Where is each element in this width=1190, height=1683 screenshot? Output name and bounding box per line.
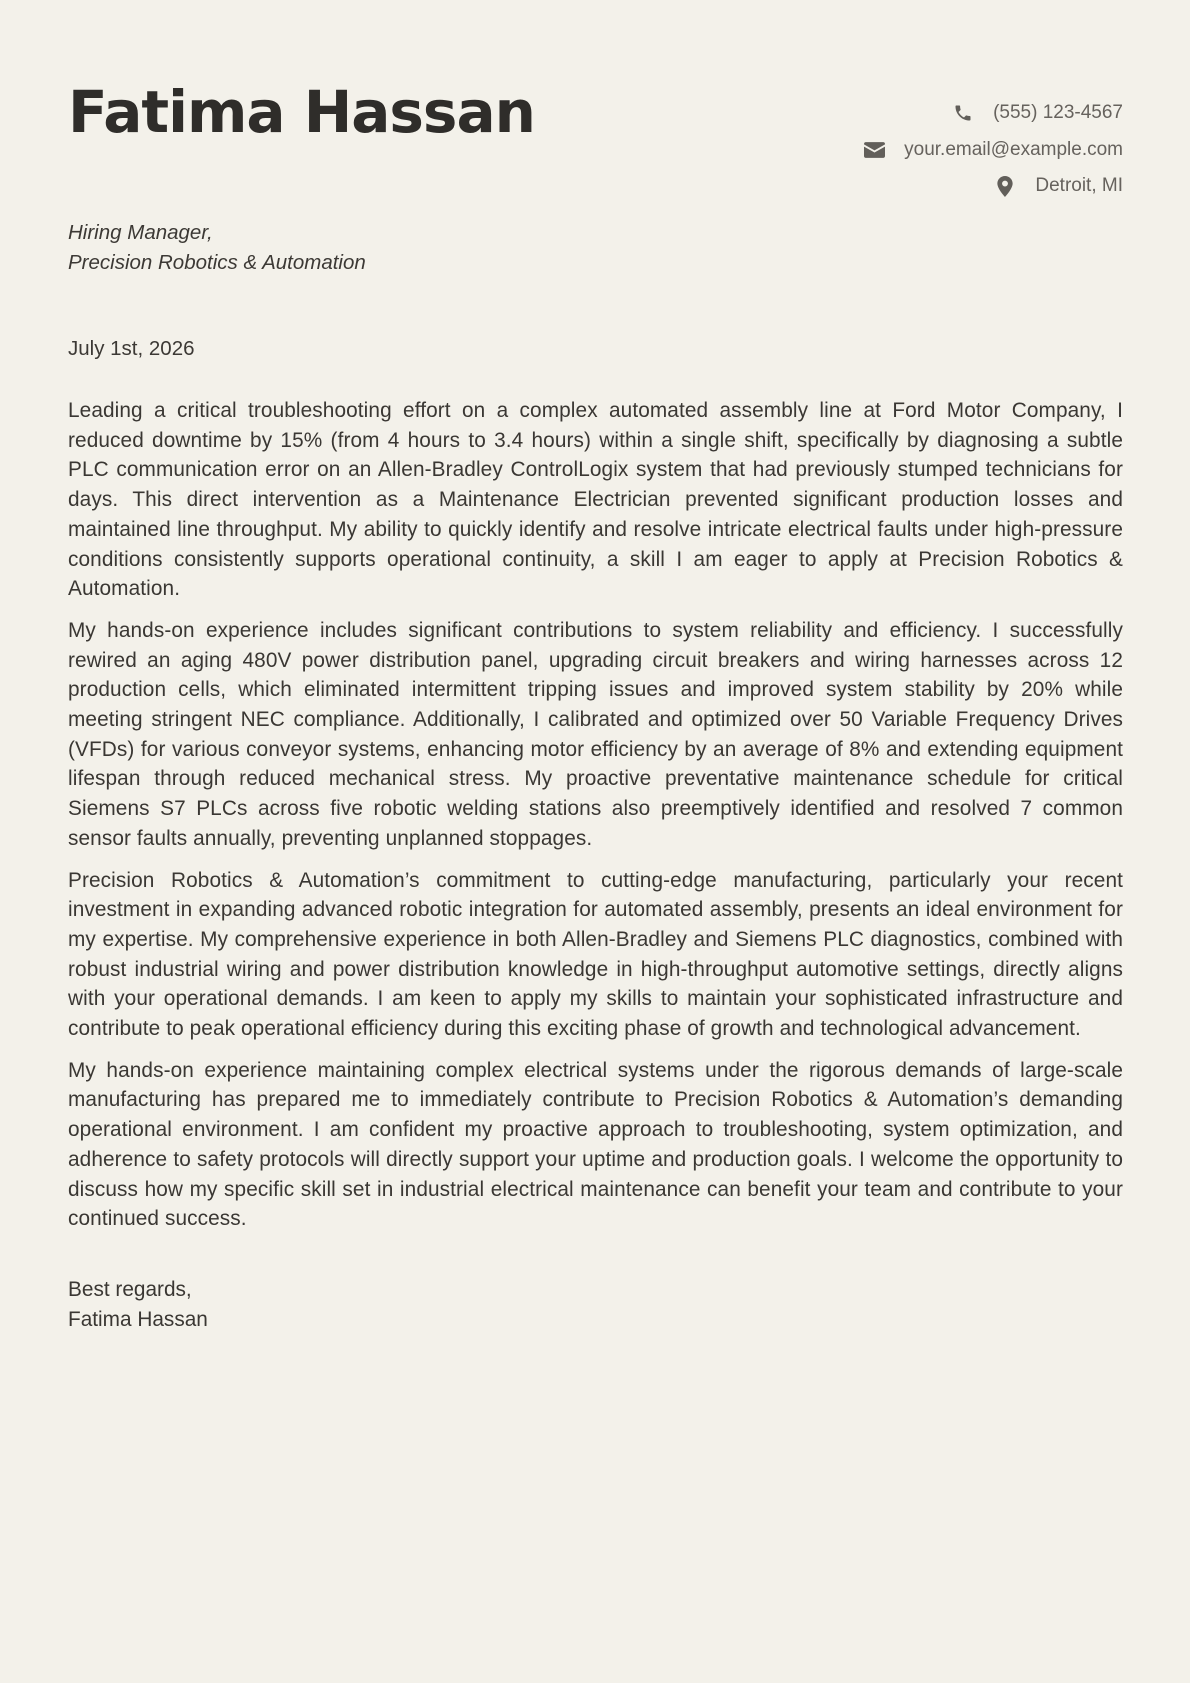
email-text: your.email@example.com (904, 138, 1123, 160)
recipient-block (68, 218, 366, 278)
contact-phone (863, 95, 1123, 132)
body-paragraph-4: My hands-on experience maintaining complex electrical systems under the rigorous demands of large-scale manufacturing has prepared me to immediately contribute to Precision Robotics & Automation’s demanding operational environment. I am confident my proactive approach to troubleshooting, system optimization, and adherence to safety protocols will directly support your uptime and production goals. I welcome the opportunity to discuss how my specific skill set in industrial electrical maintenance can benefit your team and contribute to your continued success. (68, 1058, 1123, 1231)
cover-letter-page (68, 0, 1123, 1683)
signature-name: Fatima Hassan (68, 1308, 208, 1331)
body-paragraph-2: My hands-on experience includes significant contributions to system reliability and efficiency. I successfully rewired an aging 480V power distribution panel, upgrading circuit breakers and wiring harnesses across 12 production cells, which eliminated intermittent tripping issues and improved system stability by 20% while meeting stringent NEC compliance. Additionally, I calibrated and optimized over 50 Variable Frequency Drives (VFDs) for various conveyor systems, enhancing motor efficiency by an average of 8% and extending equipment lifespan through reduced mechanical stress. My proactive preventative maintenance schedule for critical Siemens S7 PLCs across five robotic welding stations also preemptively identified and resolved 7 common sensor faults annually, preventing unplanned stoppages. (68, 618, 1123, 850)
closing-block (68, 1275, 208, 1335)
contact-block (863, 95, 1123, 205)
contact-email (863, 132, 1123, 169)
location-text: Detroit, MI (1035, 175, 1123, 197)
phone-text: (555) 123-4567 (993, 102, 1123, 124)
sender-name: Fatima Hassan (68, 78, 535, 146)
body-paragraph-3: Precision Robotics & Automation’s commitment to cutting-edge manufacturing, particularly your recent investment in expanding advanced robotic integration for automated assembly, presents an ideal environment for my expertise. My comprehensive experience in both Allen-Bradley and Siemens PLC diagnostics, combined with robust industrial wiring and power distribution knowledge in high-throughput automotive settings, directly aligns with your operational demands. I am keen to apply my skills to maintain your sophisticated infrastructure and contribute to peak operational efficiency during this exciting phase of growth and technological advancement. (68, 868, 1123, 1041)
envelope-icon (863, 139, 885, 161)
map-pin-icon (994, 175, 1016, 197)
letter-header (68, 0, 1123, 205)
recipient-company: Precision Robotics & Automation (68, 251, 366, 274)
letter-date: July 1st, 2026 (68, 337, 195, 360)
letter-body (68, 396, 1123, 1246)
phone-icon (952, 102, 974, 124)
closing-salutation: Best regards, (68, 1278, 192, 1301)
body-paragraph-1: Leading a critical troubleshooting effort on a complex automated assembly line at Ford Motor Company, I reduced downtime by 15% (from 4 hours to 3.4 hours) within a single shift, specifically by diagnosing a subtle PLC communication error on an Allen-Bradley ControlLogix system that had previously stumped technicians for days. This direct intervention as a Maintenance Electrician prevented significant production losses and maintained line throughput. My ability to quickly identify and resolve intricate electrical faults under high-pressure conditions consistently supports operational continuity, a skill I am eager to apply at Precision Robotics & Automation. (68, 399, 1123, 601)
contact-location (863, 168, 1123, 205)
recipient-title: Hiring Manager, (68, 221, 213, 244)
